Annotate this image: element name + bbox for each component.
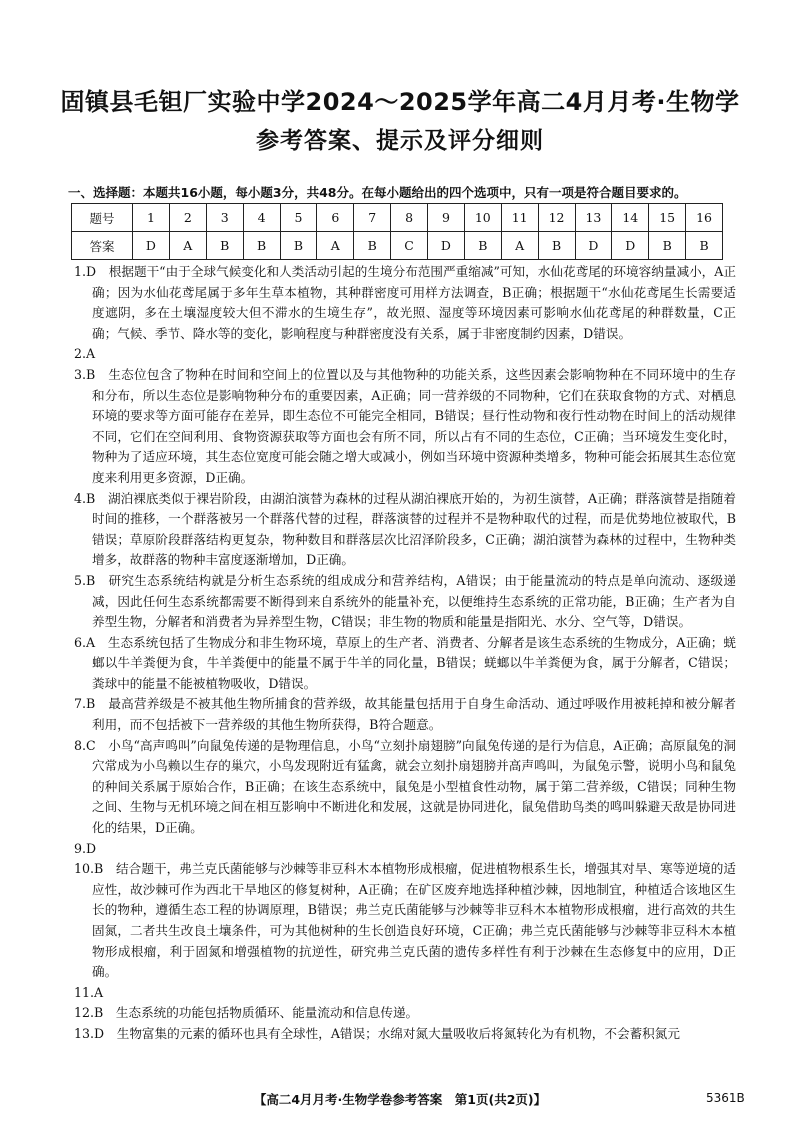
question-number: 9 bbox=[428, 204, 465, 232]
explanation-item bbox=[74, 365, 736, 489]
answer-table-row-numbers bbox=[72, 204, 723, 232]
item-number: 7.B bbox=[74, 696, 96, 712]
question-number: 7 bbox=[354, 204, 391, 232]
answer-table bbox=[71, 203, 723, 260]
question-number: 5 bbox=[280, 204, 317, 232]
answer-cell: B bbox=[354, 232, 391, 260]
row-label-number: 题号 bbox=[72, 204, 133, 232]
explanation-item bbox=[74, 633, 736, 695]
item-number: 3.B bbox=[74, 366, 96, 382]
answer-cell: B bbox=[649, 232, 686, 260]
item-number: 12.B bbox=[74, 1005, 104, 1021]
item-number: 13.D bbox=[74, 1025, 105, 1041]
page-subtitle: 参考答案、提示及评分细则 bbox=[256, 128, 544, 154]
explanations bbox=[74, 262, 736, 1045]
question-number: 16 bbox=[686, 204, 723, 232]
item-text: 研究生态系统结构就是分析生态系统的组成成分和营养结构，A错误；由于能量流动的特点是单向流动、逐级递减，因此任何生态系统都需要不断得到来自系统外的能量补充，以便维持生态系统的正常功能，B正确；生产者为自养型生物，分解者和消费者为异养型生物，C错误；非生物的物质和能量是指阳光、水分、空气等，D错误。 bbox=[92, 572, 736, 630]
answer-table-row-answers bbox=[72, 232, 723, 260]
item-text: 结合题干，弗兰克氏菌能够与沙棘等非豆科木本植物形成根瘤，促进植物根系生长，增强其对旱、寒等逆境的适应性，故沙棘可作为西北干旱地区的修复树种，A正确；在矿区废弃地选择种植沙棘，因地制宜，种植适合该地区生长的物种，遵循生态工程的协调原理，B错误；弗兰克氏菌能够与沙棘等非豆科木本植物形成根瘤，进行高效的共生固氮，二者共生改良土壤条件，可为其他树种的生长创造良好环境，C正确；弗兰克氏菌能够与沙棘等非豆科木本植物形成根瘤，利于固氮和增强植物的抗逆性，研究弗兰克氏菌的遗传多样性有利于沙棘在生态修复中的应用，D正确。 bbox=[92, 861, 737, 980]
question-number: 3 bbox=[206, 204, 243, 232]
answer-cell: A bbox=[317, 232, 354, 260]
question-number: 2 bbox=[169, 204, 206, 232]
answer-cell: B bbox=[538, 232, 575, 260]
question-number: 15 bbox=[649, 204, 686, 232]
row-label-answer: 答案 bbox=[72, 232, 133, 260]
item-text: 根据题干“由于全球气候变化和人类活动引起的生境分布范围严重缩减”可知，水仙花鸢尾的环境容纳量减小，A正确；因为水仙花鸢尾属于多年生草本植物，其种群密度可用样方法调查，B正确；根据题干“水仙花鸢尾生长需要适度遮阴，多在土壤湿度较大但不滞水的生境生存”，故光照、湿度等环境因素可影响水仙花鸢尾的种群数量，C正确；气候、季节、降水等的变化，影响程度与种群密度没有关系，属于非密度制约因素，D错误。 bbox=[92, 264, 736, 341]
explanation-item bbox=[74, 983, 736, 1004]
explanation-item bbox=[74, 859, 736, 983]
question-number: 11 bbox=[501, 204, 538, 232]
question-number: 10 bbox=[464, 204, 501, 232]
explanation-item bbox=[74, 571, 736, 633]
item-text: 湖泊裸底类似于裸岩阶段，由湖泊演替为森林的过程从湖泊裸底开始的，为初生演替，A正确；群落演替是指随着时间的推移，一个群落被另一个群落代替的过程，群落演替的过程并不是物种取代的过程，而是优势地位被取代，B错误；草原阶段群落结构更复杂，物种数目和群落层次比沼泽阶段多，C正确；湖泊演替为森林的过程中，生物种类增多，故群落的物种丰富度逐渐增加，D正确。 bbox=[92, 490, 736, 568]
answer-cell: A bbox=[501, 232, 538, 260]
item-number: 2.A bbox=[74, 346, 96, 362]
section-heading: 一、选择题：本题共16小题，每小题3分，共48分。在每小题给出的四个选项中，只有一项是符合题目要求的。 bbox=[68, 185, 687, 200]
answer-cell: D bbox=[133, 232, 170, 260]
item-number: 11.A bbox=[74, 984, 104, 1000]
item-text: 生物富集的元素的循环也具有全球性，A错误；水绵对氮大量吸收后将氮转化为有机物，不会蓄积氮元 bbox=[116, 1025, 680, 1041]
item-text: 最高营养级是不被其他生物所捕食的营养级，故其能量包括用于自身生命活动、通过呼吸作用被耗掉和被分解者利用，而不包括被下一营养级的其他生物所获得，B符合题意。 bbox=[92, 696, 737, 733]
answer-cell: B bbox=[686, 232, 723, 260]
explanation-item bbox=[74, 1003, 736, 1024]
answer-cell: D bbox=[612, 232, 649, 260]
question-number: 13 bbox=[575, 204, 612, 232]
answer-cell: B bbox=[243, 232, 280, 260]
answer-cell: B bbox=[280, 232, 317, 260]
question-number: 1 bbox=[133, 204, 170, 232]
item-text: 小鸟“高声鸣叫”向鼠兔传递的是物理信息，小鸟“立刻扑扇翅膀”向鼠兔传递的是行为信息，A正确；高原鼠兔的洞穴常成为小鸟赖以生存的巢穴，小鸟发现附近有猛禽，就会立刻扑扇翅膀并高声鸣叫，为鼠兔示警，说明小鸟和鼠兔的种间关系属于原始合作，B正确；在该生态系统中，鼠兔是小型植食性动物，属于第二营养级，C错误；同种生物之间、生物与无机环境之间在相互影响中不断进化和发展，这就是协同进化，鼠兔借助鸟类的鸣叫躲避天敌是协同进化的结果，D正确。 bbox=[92, 737, 736, 836]
explanation-item bbox=[74, 1024, 736, 1045]
question-number: 12 bbox=[538, 204, 575, 232]
item-number: 5.B bbox=[74, 572, 96, 588]
page-title: 固镇县毛钽厂实验中学2024～2025学年高二4月月考·生物学 bbox=[60, 88, 740, 116]
explanation-item bbox=[74, 694, 736, 735]
item-number: 6.A bbox=[74, 634, 96, 650]
question-number: 14 bbox=[612, 204, 649, 232]
page-footer: 【高二4月月考·生物学卷参考答案 第1页(共2页)】 bbox=[253, 1092, 547, 1107]
explanation-item bbox=[74, 736, 736, 839]
answer-cell: B bbox=[464, 232, 501, 260]
explanation-item bbox=[74, 489, 736, 571]
item-text: 生态系统包括了生物成分和非生物环境，草原上的生产者、消费者、分解者是该生态系统的生物成分，A正确；蜣螂以牛羊粪便为食，牛羊粪便中的能量不属于牛羊的同化量，B错误；蜣螂以牛羊粪便为食，属于分解者，C错误；粪球中的能量不能被植物吸收，D错误。 bbox=[92, 634, 736, 691]
question-number: 6 bbox=[317, 204, 354, 232]
item-number: 4.B bbox=[74, 490, 96, 506]
item-number: 1.D bbox=[74, 264, 97, 279]
answer-cell: B bbox=[206, 232, 243, 260]
item-text: 生态系统的功能包括物质循环、能量流动和信息传递。 bbox=[115, 1005, 419, 1021]
document-code: 5361B bbox=[706, 1091, 745, 1105]
question-number: 8 bbox=[391, 204, 428, 232]
answer-cell: A bbox=[169, 232, 206, 260]
question-number: 4 bbox=[243, 204, 280, 232]
explanation-item bbox=[74, 344, 736, 365]
answer-cell: D bbox=[428, 232, 465, 260]
item-number: 10.B bbox=[74, 861, 104, 877]
explanation-item bbox=[74, 839, 736, 860]
item-number: 9.D bbox=[74, 840, 97, 856]
answer-cell: C bbox=[391, 232, 428, 260]
answer-cell: D bbox=[575, 232, 612, 260]
item-text: 生态位包含了物种在时间和空间上的位置以及与其他物种的功能关系，这些因素会影响物种在不同环境中的生存和分布，所以生态位是影响物种分布的重要因素，A正确；同一营养级的不同物种，它们在获取食物的方式、对栖息环境的要求等方面可能存在差异，即生态位不可能完全相同，B错误；昼行性动物和夜行性动物在时间上的活动规律不同，它们在空间利用、食物资源获取等方面也会有所不同，所以占有不同的生态位，C正确；当环境发生变化时，物种为了适应环境，其生态位宽度可能会随之增大或减小，例如当环境中资源种类增多，物种可能会拓展其生态位宽度来利用更多资源，D正确。 bbox=[92, 366, 737, 485]
explanation-item bbox=[74, 262, 736, 344]
item-number: 8.C bbox=[74, 737, 96, 753]
